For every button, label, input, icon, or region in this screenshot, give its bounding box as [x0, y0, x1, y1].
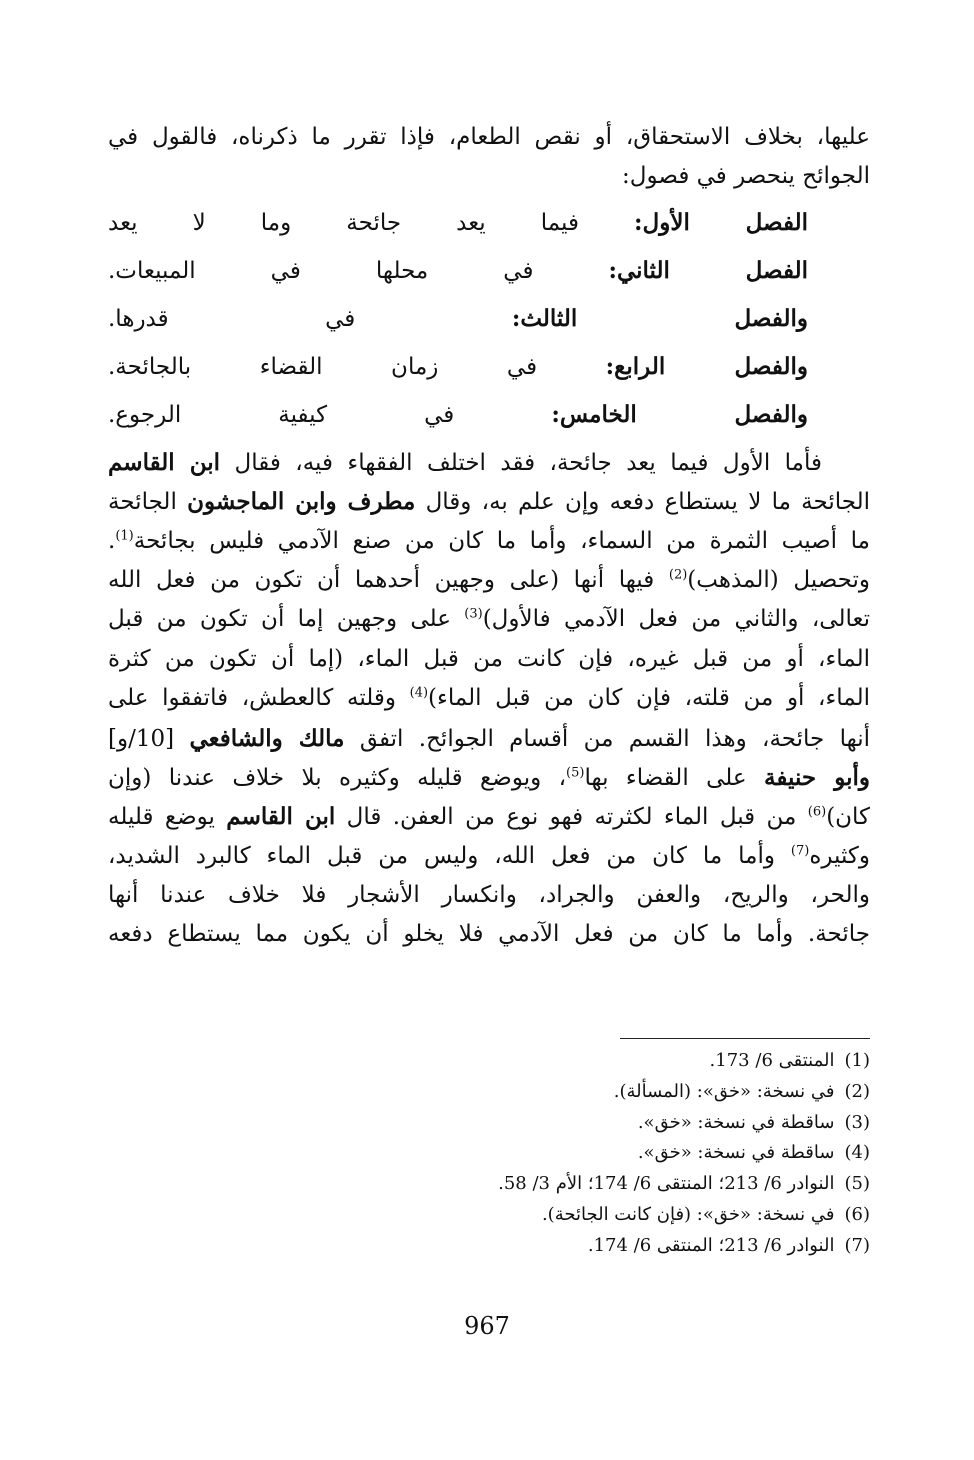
- section-item: [108, 295, 808, 343]
- name-bold: ابن القاسم: [226, 803, 336, 831]
- section-item: [108, 391, 808, 439]
- footnote-item: [300, 1169, 870, 1200]
- footnote-text: المنتقى 6/ 173.: [709, 1050, 835, 1071]
- text-span: تعالى، والثاني من فعل الآدمي فالأول): [482, 606, 870, 633]
- manuscript-folio-ref: [10/و]: [108, 725, 190, 752]
- text-line: [108, 758, 870, 797]
- text-line: [108, 561, 870, 600]
- text-line: [108, 797, 870, 836]
- text-line: جائحة. وأما ما كان من فعل الآدمي فلا يخلو أن يكون مما يستطاع دفعه: [108, 921, 870, 948]
- footnote-number: (7): [844, 1234, 870, 1256]
- section-item: [108, 247, 808, 295]
- section-item: [108, 343, 808, 391]
- footnote-ref: (6): [807, 804, 827, 820]
- text-span: فأما الأول فيما يعد جائحة، فقد اختلف الفقهاء فيه، فقال: [220, 449, 822, 476]
- footnote-ref: (3): [464, 606, 483, 622]
- paragraph: [108, 443, 870, 955]
- text-line: الماء، أو من قبل غيره، فإن كانت من قبل الماء، (إما أن تكون من كثرة: [108, 645, 870, 672]
- footnote-divider: [620, 1038, 870, 1039]
- footnote-text: ساقطة في نسخة: «خق».: [637, 1142, 835, 1164]
- footnote-text: في نسخة: «خق»: (المسألة).: [613, 1080, 835, 1102]
- name-bold: مالك والشافعي: [189, 724, 345, 752]
- section-text: في كيفية الرجوع.: [108, 401, 552, 428]
- section-heading: الفصل الثاني:: [608, 256, 809, 284]
- section-item: [108, 199, 808, 247]
- footnote-number: (1): [844, 1050, 870, 1071]
- section-text: فيما يعد جائحة وما لا يعد: [108, 209, 635, 236]
- text-span: على القضاء بها: [584, 764, 765, 791]
- text-line: عليها، بخلاف الاستحقاق، أو نقص الطعام، فإذا تقرر ما ذكرناه، فالقول في: [108, 124, 870, 150]
- text-span: ، ويوضع قليله وكثيره بلا خلاف عندنا (وإن: [108, 764, 567, 791]
- footnotes-list: [300, 1046, 870, 1262]
- text-line: [108, 679, 870, 718]
- footnote-item: [300, 1200, 870, 1231]
- footnote-text: النوادر 6/ 213؛ المنتقى 6/ 174.: [587, 1234, 835, 1256]
- text-span: يوضع قليله: [108, 804, 227, 831]
- footnote-item: [300, 1108, 870, 1139]
- footnote-text: النوادر 6/ 213؛ المنتقى 6/ 174؛ الأم 3/ 58.: [498, 1173, 835, 1195]
- text-line: والحر، والريح، والعفن والجراد، وانكسار الأشجار فلا خلاف عندنا أنها: [108, 882, 870, 909]
- text-span: ما أصيب الثمرة من السماء، وأما ما كان من صنع الآدمي فليس بجائحة: [133, 527, 870, 554]
- section-text: في زمان القضاء بالجائحة.: [108, 353, 606, 380]
- footnote-item: [300, 1046, 870, 1077]
- text-span: أنها جائحة، وهذا القسم من أقسام الجوائح. اتفق: [344, 725, 870, 752]
- text-span: الجائحة ما لا يستطاع دفعه وإن علم به، وقال: [415, 489, 870, 516]
- text-line: [108, 837, 870, 876]
- sections-list: [108, 199, 870, 439]
- footnote-ref: (5): [566, 765, 585, 781]
- main-text: [108, 118, 870, 955]
- section-text: في محلها في المبيعات.: [108, 257, 609, 284]
- text-span: الماء، أو من قلته، فإن كان من قبل الماء): [428, 685, 870, 712]
- footnote-number: (2): [844, 1080, 870, 1102]
- footnote-number: (3): [844, 1111, 870, 1133]
- text-line: [108, 719, 870, 758]
- text-span: الجائحة: [108, 489, 188, 516]
- text-span: وأما ما كان من فعل الله، وليس من قبل الماء كالبرد الشديد،: [108, 842, 791, 869]
- footnote-ref: (1): [115, 527, 134, 543]
- page-number: 967: [464, 1312, 510, 1340]
- footnote-ref: (2): [668, 567, 688, 583]
- footnote-ref: (4): [409, 685, 429, 701]
- text-span: وكثيره: [809, 842, 870, 869]
- section-text: في قدرها.: [108, 305, 512, 332]
- footnote-text: في نسخة: «خق»: (فإن كانت الجائحة).: [541, 1203, 835, 1225]
- text-span: كان): [826, 804, 871, 831]
- text-span: على وجهين إما أن تكون من قبل: [108, 606, 465, 633]
- footnote-item: [300, 1138, 870, 1169]
- text-span: وقلته كالعطش، فاتفقوا على: [108, 685, 410, 712]
- text-span: .: [108, 527, 116, 554]
- footnote-ref: (7): [790, 843, 810, 859]
- text-line: [108, 482, 870, 521]
- name-bold: مطرف وابن الماجشون: [187, 488, 416, 516]
- text-span: فيها أنها (على وجهين أحدهما أن تكون من فعل الله: [108, 566, 669, 593]
- footnote-item: [300, 1231, 870, 1262]
- text-span: من قبل الماء لكثرته فهو نوع من العفن. قال: [335, 804, 808, 831]
- footnote-number: (4): [844, 1142, 870, 1164]
- footnote-number: (6): [844, 1203, 870, 1225]
- footnote-number: (5): [844, 1173, 870, 1195]
- text-line: [108, 600, 870, 639]
- text-line: [108, 443, 870, 482]
- footnote-text: ساقطة في نسخة: «خق».: [637, 1111, 835, 1133]
- text-line: الجوائح ينحصر في فصول:: [622, 163, 870, 190]
- name-bold: وأبو حنيفة: [764, 763, 870, 791]
- section-heading: والفصل الثالث:: [511, 304, 808, 332]
- footnote-item: [300, 1077, 870, 1108]
- section-heading: والفصل الخامس:: [551, 400, 808, 428]
- section-heading: والفصل الرابع:: [605, 352, 808, 380]
- name-bold: ابن القاسم: [108, 448, 221, 476]
- text-line: [108, 522, 870, 561]
- section-heading: الفصل الأول:: [634, 208, 808, 236]
- text-span: وتحصيل (المذهب): [687, 566, 870, 593]
